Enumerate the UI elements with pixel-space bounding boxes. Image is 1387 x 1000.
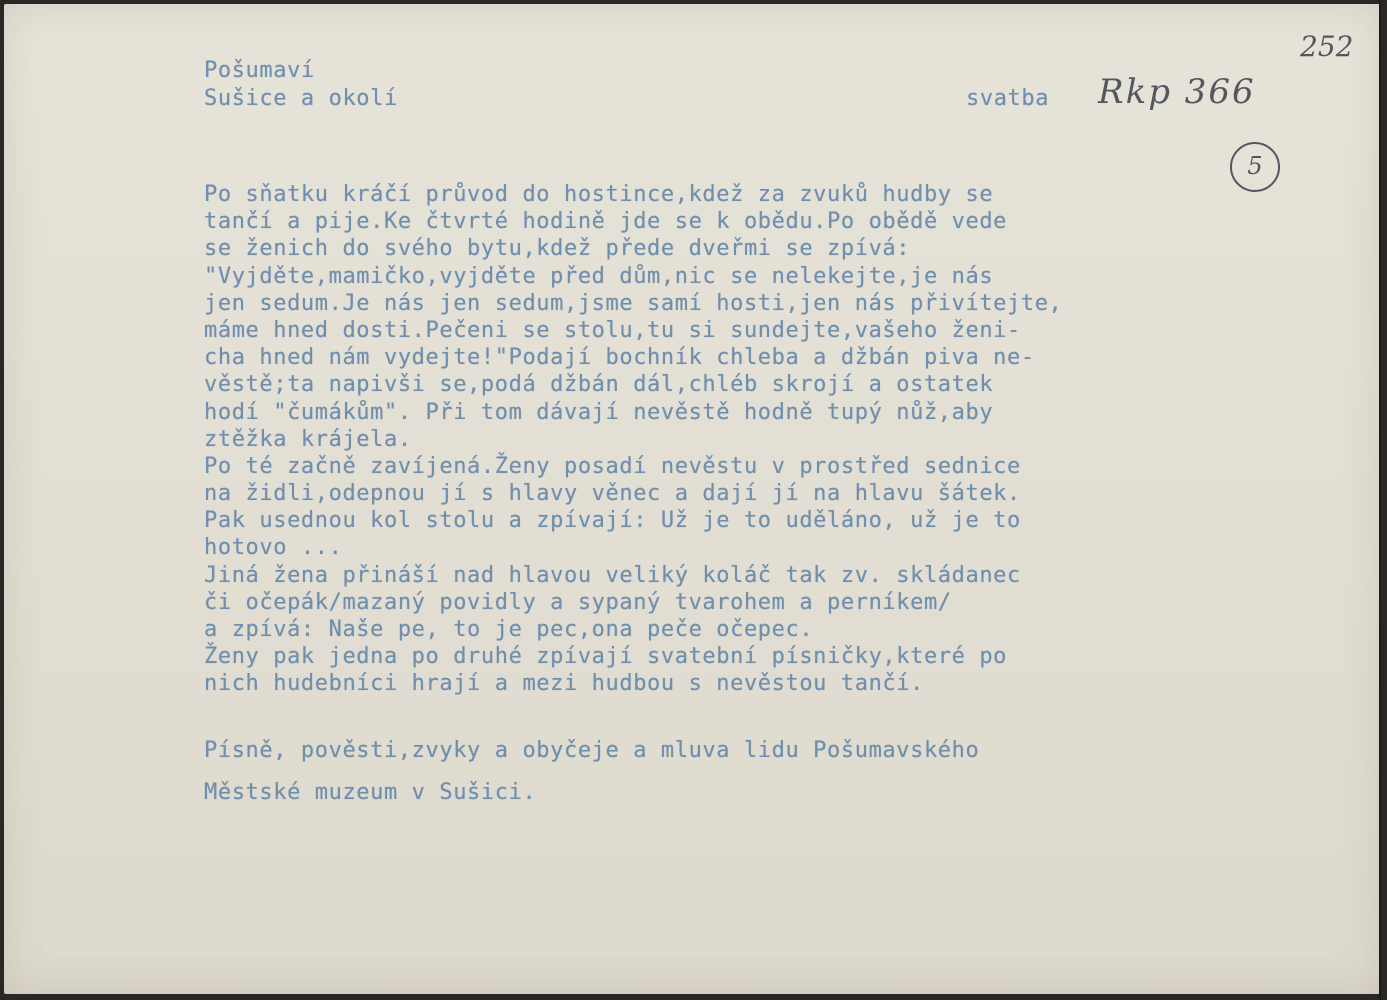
text-line: a zpívá: Naše pe, to je pec,ona peče očepec. (204, 617, 814, 642)
text-line: Po sňatku kráčí průvod do hostince,kdež za zvuků hudby se (204, 182, 994, 207)
archive-signature-mark: Rkp 366 (1098, 72, 1256, 112)
text-line: na židli,odepnou jí s hlavy věnec a dají jí na hlavu šátek. (204, 481, 1021, 507)
source-institution: Městské muzeum v Sušici. (204, 780, 537, 805)
topic-label: svatba (966, 86, 1050, 111)
text-line: tančí a pije.Ke čtvrté hodině jde se k obědu.Po obědě vede (204, 209, 1008, 235)
scan-edge (1379, 0, 1381, 1000)
circled-section-number: 5 (1230, 142, 1280, 192)
handwritten-page-number: 252 (1300, 30, 1354, 63)
text-line: jen sedum.Je nás jen sedum,jsme samí hosti,jen nás přivítejte, (204, 290, 1063, 316)
text-line: cha hned nám vydejte!"Podají bochník chleba a džbán piva ne- (204, 345, 1035, 371)
text-line: věstě;ta napivši se,podá džbán dál,chléb skrojí a ostatek (204, 372, 994, 398)
record-text (204, 181, 1062, 698)
text-line: či očepák/mazaný povidly a sypaný tvarohem a perníkem/ (204, 589, 952, 615)
text-line: se ženich do svého bytu,kdež přede dveřmi se zpívá: (204, 236, 911, 262)
text-line: "Vyjděte,mamičko,vyjděte před dům,nic se nelekejte,je nás (204, 263, 994, 289)
region-heading: Pošumaví (204, 58, 315, 83)
text-line: máme hned dosti.Pečeni se stolu,tu si sundejte,vašeho ženi- (204, 317, 1021, 343)
subregion-heading: Sušice a okolí (204, 86, 398, 111)
text-line: Pak usednou kol stolu a zpívají: Už je to uděláno, už je to (204, 508, 1021, 534)
text-line: Jiná žena přináší nad hlavou veliký koláč tak zv. skládanec (204, 562, 1021, 588)
text-line: ztěžka krájela. (204, 426, 412, 452)
text-line: nich hudebníci hrají a mezi hudbou s nevěstou tančí. (204, 671, 924, 697)
text-line: hodí "čumákům". Při tom dávají nevěstě hodně tupý nůž,aby (204, 399, 994, 425)
source-title: Písně, pověsti,zvyky a obyčeje a mluva lidu Pošumavského (204, 738, 980, 763)
text-line: hotovo ... (204, 535, 343, 561)
text-line: Ženy pak jedna po druhé zpívají svatební písničky,které po (204, 644, 1008, 670)
text-line: Po té začně zavíjená.Ženy posadí nevěstu v prostřed sednice (204, 453, 1021, 479)
